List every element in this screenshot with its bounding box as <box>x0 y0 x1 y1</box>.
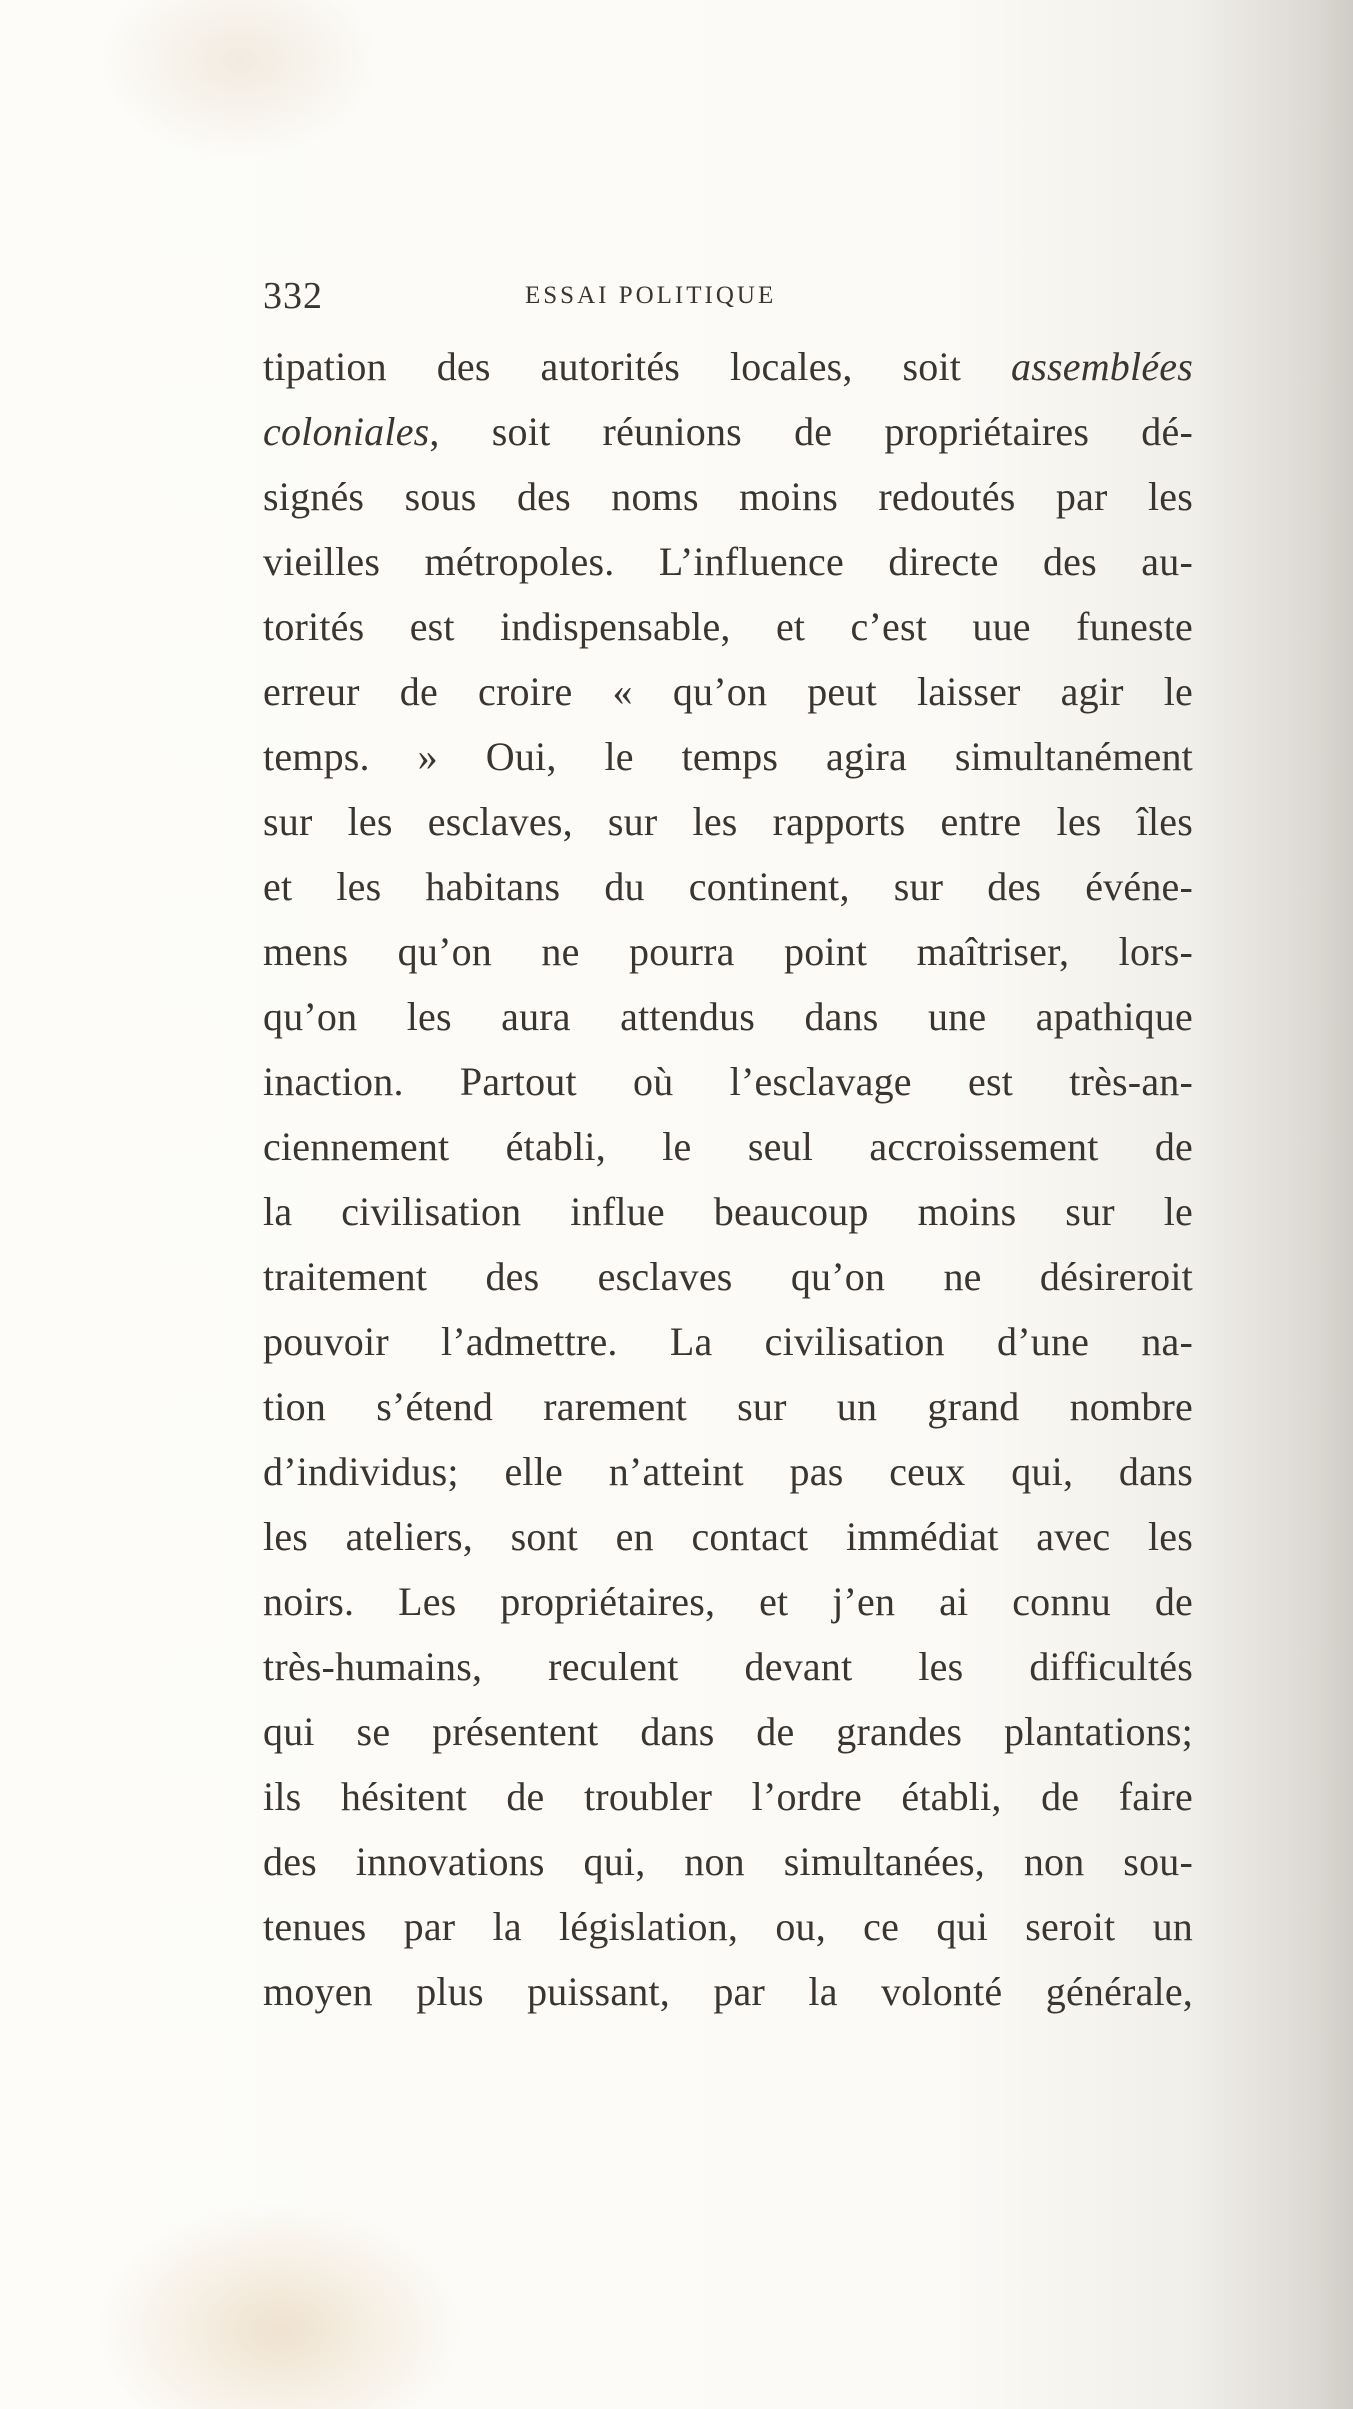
text-line <box>263 854 1193 919</box>
text-line <box>263 1114 1193 1179</box>
text-line <box>263 1894 1193 1959</box>
text-segment: temps. » Oui, le temps agira simultanément <box>263 734 1193 779</box>
text-line <box>263 659 1193 724</box>
text-line <box>263 724 1193 789</box>
text-line <box>263 1439 1193 1504</box>
italic-text-segment: assemblées <box>1011 344 1193 389</box>
text-segment: mens qu’on ne pourra point maîtriser, lors- <box>263 929 1193 974</box>
text-line <box>263 1504 1193 1569</box>
text-line <box>263 1764 1193 1829</box>
page-number: 332 <box>263 275 323 317</box>
text-segment: d’individus; elle n’atteint pas ceux qui, dans <box>263 1449 1193 1494</box>
text-segment: torités est indispensable, et c’est uue funeste <box>263 604 1193 649</box>
text-line <box>263 1699 1193 1764</box>
text-line <box>263 1634 1193 1699</box>
text-segment: tipation des autorités locales, soit <box>263 344 1012 389</box>
text-segment: ciennement établi, le seul accroissement de <box>263 1124 1193 1169</box>
text-segment: noirs. Les propriétaires, et j’en ai connu de <box>263 1579 1193 1624</box>
text-segment: inaction. Partout où l’esclavage est très-an- <box>263 1059 1193 1104</box>
text-segment: ils hésitent de troubler l’ordre établi, de faire <box>263 1774 1193 1819</box>
text-segment: très-humains, reculent devant les difficultés <box>263 1644 1193 1689</box>
text-line <box>263 1179 1193 1244</box>
text-segment: les ateliers, sont en contact immédiat avec les <box>263 1514 1193 1559</box>
text-segment: la civilisation influe beaucoup moins sur le <box>263 1189 1193 1234</box>
text-segment: erreur de croire « qu’on peut laisser agir le <box>263 669 1193 714</box>
text-segment: moyen plus puissant, par la volonté générale, <box>263 1969 1193 2014</box>
text-line <box>263 1569 1193 1634</box>
page-header <box>263 268 918 324</box>
text-line <box>263 1309 1193 1374</box>
text-segment: vieilles métropoles. L’influence directe des au- <box>263 539 1193 584</box>
text-line <box>263 1049 1193 1114</box>
text-segment: , soit réunions de propriétaires dé- <box>429 409 1193 454</box>
text-segment: pouvoir l’admettre. La civilisation d’une na- <box>263 1319 1193 1364</box>
text-segment: tion s’étend rarement sur un grand nombre <box>263 1384 1193 1429</box>
text-line <box>263 464 1193 529</box>
text-line <box>263 1374 1193 1439</box>
text-line <box>263 984 1193 1049</box>
body-text <box>263 334 1193 2024</box>
text-line <box>263 789 1193 854</box>
text-line <box>263 1244 1193 1309</box>
running-head: ESSAI POLITIQUE <box>525 282 777 309</box>
text-line <box>263 1959 1193 2024</box>
text-segment: et les habitans du continent, sur des événe- <box>263 864 1193 909</box>
text-line <box>263 334 1193 399</box>
text-segment: qu’on les aura attendus dans une apathique <box>263 994 1193 1039</box>
italic-text-segment: coloniales <box>263 409 430 454</box>
text-segment: signés sous des noms moins redoutés par les <box>263 474 1193 519</box>
text-segment: traitement des esclaves qu’on ne désireroit <box>263 1254 1193 1299</box>
text-segment: tenues par la législation, ou, ce qui seroit un <box>263 1904 1193 1949</box>
text-segment: des innovations qui, non simultanées, non sou- <box>263 1839 1193 1884</box>
text-line <box>263 919 1193 984</box>
text-line <box>263 399 1193 464</box>
text-segment: sur les esclaves, sur les rapports entre les îles <box>263 799 1193 844</box>
text-line <box>263 529 1193 594</box>
text-line <box>263 1829 1193 1894</box>
text-segment: qui se présentent dans de grandes plantations; <box>263 1709 1193 1754</box>
text-line <box>263 594 1193 659</box>
